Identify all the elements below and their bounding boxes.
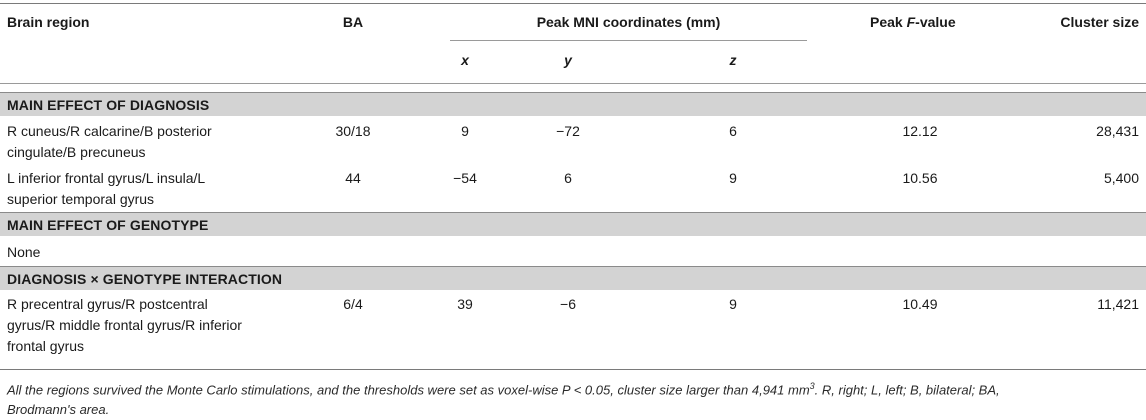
- section-title: MAIN EFFECT OF GENOTYPE: [7, 217, 209, 233]
- table-cell-f: 10.49: [902, 296, 938, 312]
- peak-f-italic: F: [906, 14, 916, 30]
- col-header-brain-region: Brain region: [7, 14, 90, 30]
- table-cell-x: −54: [453, 170, 477, 186]
- table-row-region-cont: frontal gyrus: [7, 338, 85, 354]
- header-bottom-rule: [0, 83, 1146, 84]
- table-cell-cluster: 28,431: [1096, 123, 1139, 139]
- col-header-x: x: [461, 52, 469, 68]
- table-row-region-cont: gyrus/R middle frontal gyrus/R inferior: [7, 317, 242, 333]
- table-cell-z: 6: [729, 123, 737, 139]
- table-bottom-rule: [0, 369, 1146, 370]
- footnote-superscript: 3: [809, 381, 815, 391]
- table-cell-x: 9: [461, 123, 469, 139]
- table-cell-y: −6: [560, 296, 576, 312]
- section-header: [0, 93, 1146, 116]
- section-title: MAIN EFFECT OF DIAGNOSIS: [7, 97, 210, 113]
- footnote-text-cont: . R, right; L, left; B, bilateral; BA,: [814, 382, 1000, 398]
- table-footnote: [7, 376, 1137, 420]
- table-row-none: None: [7, 244, 41, 260]
- col-header-peak-mni: Peak MNI coordinates (mm): [536, 14, 721, 30]
- table-cell-cluster: 11,421: [1097, 296, 1139, 312]
- table-cell-ba: 6/4: [343, 296, 363, 312]
- col-header-cluster-size: Cluster size: [1060, 14, 1139, 30]
- peak-f-suffix: -value: [915, 14, 956, 30]
- table-cell-f: 10.56: [902, 170, 938, 186]
- col-header-z: z: [729, 52, 737, 68]
- table-cell-f: 12.12: [902, 123, 938, 139]
- col-header-ba: BA: [342, 14, 364, 30]
- mni-subheader-rule: [450, 40, 807, 41]
- table-cell-z: 9: [729, 296, 737, 312]
- table-row-region: R precentral gyrus/R postcentral: [7, 296, 208, 312]
- table-top-rule: [0, 3, 1146, 4]
- section-title: DIAGNOSIS × GENOTYPE INTERACTION: [7, 271, 283, 287]
- table-cell-x: 39: [457, 296, 473, 312]
- peak-f-prefix: Peak: [870, 14, 907, 30]
- table-cell-cluster: 5,400: [1103, 170, 1139, 186]
- col-header-y: y: [564, 52, 572, 68]
- footnote-line2: Brodmann's area.: [7, 402, 110, 418]
- table-row-region-cont: cingulate/B precuneus: [7, 144, 146, 160]
- table-cell-z: 9: [729, 170, 737, 186]
- table-row-region: L inferior frontal gyrus/L insula/L: [7, 170, 206, 186]
- col-header-peak-f: [870, 12, 956, 33]
- table-cell-y: −72: [556, 123, 580, 139]
- section-header: [0, 267, 1146, 290]
- section-header: [0, 213, 1146, 236]
- table-row-region-cont: superior temporal gyrus: [7, 191, 155, 207]
- footnote-text: All the regions survived the Monte Carlo stimulations, and the thresholds were set as voxel-wise P < 0.05, cluster size larger than 4,941 mm: [7, 382, 810, 398]
- table-cell-y: 6: [564, 170, 572, 186]
- table-row-region: R cuneus/R calcarine/B posterior: [7, 123, 212, 139]
- table-cell-ba: 44: [345, 170, 361, 186]
- table-cell-ba: 30/18: [335, 123, 371, 139]
